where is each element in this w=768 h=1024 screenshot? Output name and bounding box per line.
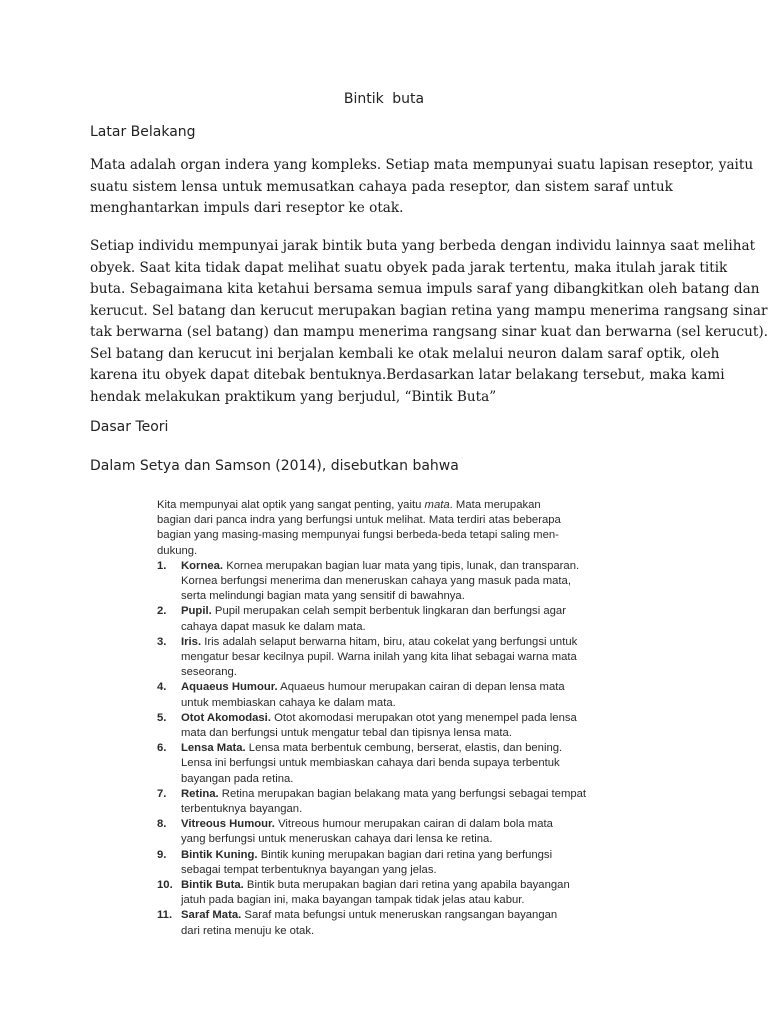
quote-intro xyxy=(157,498,602,559)
list-item-line xyxy=(181,772,602,787)
list-item-text: Saraf mata befungsi untuk meneruskan rangsangan bayangan xyxy=(241,909,558,922)
list-item-term: Kornea. xyxy=(181,559,224,572)
list-item-text: Lensa ini berfungsi untuk membiaskan cahaya dari benda supaya terbentuk xyxy=(181,757,560,770)
list-item xyxy=(157,848,602,878)
list-item-line xyxy=(181,924,602,939)
list-item-number: 10. xyxy=(157,879,173,892)
list-item-text: yang berfungsi untuk meneruskan cahaya dari lensa ke retina. xyxy=(181,833,493,846)
list-item-text: Kornea berfungsi menerima dan meneruskan cahaya yang masuk pada mata, xyxy=(181,575,571,588)
list-item-text: seseorang. xyxy=(181,666,237,679)
list-item-text: Pupil merupakan celah sempit berbentuk lingkaran dan berfungsi agar xyxy=(211,605,566,618)
list-item xyxy=(157,817,602,847)
list-item-text: serta melindungi bagian mata yang sensitif di bawahnya. xyxy=(181,590,465,603)
list-item-line xyxy=(181,665,602,680)
quoted-excerpt xyxy=(157,498,602,939)
paragraph-line: buta. Sebagaimana kita ketahui bersama semua impuls saraf yang dibangkitkan oleh batang dan xyxy=(90,281,760,297)
quote-intro-line: bagian dari panca indra yang berfungsi untuk melihat. Mata terdiri atas beberapa xyxy=(157,514,561,527)
list-item-text: untuk membiaskan cahaya ke dalam mata. xyxy=(181,696,396,709)
list-item-line xyxy=(181,787,602,802)
document-title: Bintik buta xyxy=(343,91,425,107)
list-item-line xyxy=(181,893,602,908)
list-item-line xyxy=(181,559,602,574)
list-item-number: 11. xyxy=(157,909,173,922)
list-item-text: jatuh pada bagian ini, maka bayangan tampak tidak jelas atau kabur. xyxy=(181,894,525,907)
list-item-number: 4. xyxy=(157,681,167,694)
list-item-term: Lensa Mata. xyxy=(181,742,246,755)
list-item-term: Iris. xyxy=(181,635,202,648)
paragraph-line: karena itu obyek dapat ditebak bentuknya.Berdasarkan latar belakang tersebut, maka kami xyxy=(90,367,725,383)
paragraph-latar-1 xyxy=(90,155,754,220)
paragraph-line: kerucut. Sel batang dan kerucut merupakan bagian retina yang mampu menerima rangsang sinar xyxy=(90,302,768,319)
paragraph-line: tak berwarna (sel batang) dan mampu menerima rangsang sinar kuat dan berwarna (sel kerucut). xyxy=(90,324,768,340)
list-item-text: mata dan berfungsi untuk mengatur tebal dan tipisnya lensa mata. xyxy=(181,727,512,740)
paragraph-line: Setiap individu mempunyai jarak bintik buta yang berbeda dengan individu lainnya saat melihat xyxy=(90,238,756,254)
list-item xyxy=(157,787,602,817)
list-item-line xyxy=(181,863,602,878)
list-item-text: sebagai tempat terbentuknya bayangan yang jelas. xyxy=(181,863,437,876)
list-item-line xyxy=(181,908,602,923)
list-item-term: Retina. xyxy=(181,787,219,800)
quote-intro-line: Kita mempunyai alat optik yang sangat penting, yaitu mata. Mata merupakan xyxy=(157,499,541,511)
list-item-text: Otot akomodasi merupakan otot yang menempel pada lensa xyxy=(270,711,577,724)
list-item xyxy=(157,878,602,908)
list-item-term: Bintik Kuning. xyxy=(181,848,258,861)
list-item-line xyxy=(181,635,602,650)
list-item-line xyxy=(181,604,602,619)
list-item-line xyxy=(181,726,602,741)
list-item-text: Bintik kuning merupakan bagian dari retina yang berfungsi xyxy=(257,848,553,861)
list-item-number: 9. xyxy=(157,848,167,861)
paragraph-latar-2 xyxy=(90,236,768,408)
list-item-text: Retina merupakan bagian belakang mata yang berfungsi sebagai tempat xyxy=(218,787,587,800)
list-item-number: 3. xyxy=(157,635,167,648)
section-heading-dasar-teori: Dasar Teori xyxy=(90,419,169,435)
list-item-number: 8. xyxy=(157,818,167,831)
list-item-text: Lensa mata berbentuk cembung, berserat, elastis, dan bening. xyxy=(245,742,563,755)
list-item-text: Bintik buta merupakan bagian dari retina yang apabila bayangan xyxy=(243,879,570,892)
list-item-line xyxy=(181,802,602,817)
list-item-number: 5. xyxy=(157,711,167,724)
list-item-text: cahaya dapat masuk ke dalam mata. xyxy=(181,620,366,633)
quote-lead-in: Dalam Setya dan Samson (2014), disebutkan bahwa xyxy=(90,458,459,474)
list-item-line xyxy=(181,589,602,604)
list-item-line xyxy=(181,848,602,863)
list-item-term: Pupil. xyxy=(181,605,212,618)
emphasis-text: mata xyxy=(424,499,450,511)
list-item-text: Kornea merupakan bagian luar mata yang tipis, lunak, dan transparan. xyxy=(223,559,580,572)
paragraph-line: obyek. Saat kita tidak dapat melihat suatu obyek pada jarak tertentu, maka itulah jarak titik xyxy=(90,259,728,276)
list-item-line xyxy=(181,711,602,726)
list-item xyxy=(157,635,602,681)
list-item-term: Otot Akomodasi. xyxy=(181,711,271,724)
paragraph-line: suatu sistem lensa untuk memusatkan cahaya pada reseptor, dan sistem saraf untuk xyxy=(90,178,673,195)
list-item xyxy=(157,604,602,634)
paragraph-line: menghantarkan impuls dari reseptor ke otak. xyxy=(90,200,404,216)
list-item-line xyxy=(181,696,602,711)
quote-intro-line: bagian yang masing-masing mempunyai fungsi berbeda-beda tetapi saling men- xyxy=(157,529,559,542)
list-item-number: 1. xyxy=(157,559,167,572)
paragraph-line: Sel batang dan kerucut ini berjalan kembali ke otak melalui neuron dalam saraf optik, oleh xyxy=(90,345,720,362)
list-item-line xyxy=(181,680,602,695)
list-item-text: mengatur besar kecilnya pupil. Warna inilah yang kita lihat sebagai warna mata xyxy=(181,651,577,664)
list-item-text: Aquaeus humour merupakan cairan di depan lensa mata xyxy=(277,681,565,694)
section-heading-latar-belakang: Latar Belakang xyxy=(90,124,196,140)
list-item xyxy=(157,741,602,787)
list-item-line xyxy=(181,878,602,893)
list-item-term: Bintik Buta. xyxy=(181,879,244,892)
list-item-text: Iris adalah selaput berwarna hitam, biru, atau cokelat yang berfungsi untuk xyxy=(201,635,578,648)
list-item xyxy=(157,680,602,710)
list-item-number: 7. xyxy=(157,787,167,800)
list-item xyxy=(157,559,602,605)
quote-intro-line: dukung. xyxy=(157,544,198,557)
list-item-term: Saraf Mata. xyxy=(181,909,242,922)
list-item-line xyxy=(181,817,602,832)
list-item-number: 6. xyxy=(157,742,167,755)
quote-list xyxy=(157,559,602,939)
list-item-line xyxy=(181,650,602,665)
list-item-line xyxy=(181,832,602,847)
list-item-term: Vitreous Humour. xyxy=(181,818,275,831)
paragraph-line: hendak melakukan praktikum yang berjudul, “Bintik Buta” xyxy=(90,388,497,405)
list-item-text: bayangan pada retina. xyxy=(181,772,294,785)
paragraph-line: Mata adalah organ indera yang kompleks. Setiap mata mempunyai suatu lapisan reseptor, yaitu xyxy=(90,157,754,173)
list-item-line xyxy=(181,756,602,771)
list-item-line xyxy=(181,620,602,635)
list-item xyxy=(157,908,602,938)
list-item-text: dari retina menuju ke otak. xyxy=(181,924,315,937)
list-item-number: 2. xyxy=(157,605,167,618)
list-item xyxy=(157,711,602,741)
list-item-text: Vitreous humour merupakan cairan di dalam bola mata xyxy=(274,818,553,831)
list-item-term: Aquaeus Humour. xyxy=(181,681,278,694)
list-item-line xyxy=(181,574,602,589)
list-item-line xyxy=(181,741,602,756)
list-item-text: terbentuknya bayangan. xyxy=(181,803,303,816)
